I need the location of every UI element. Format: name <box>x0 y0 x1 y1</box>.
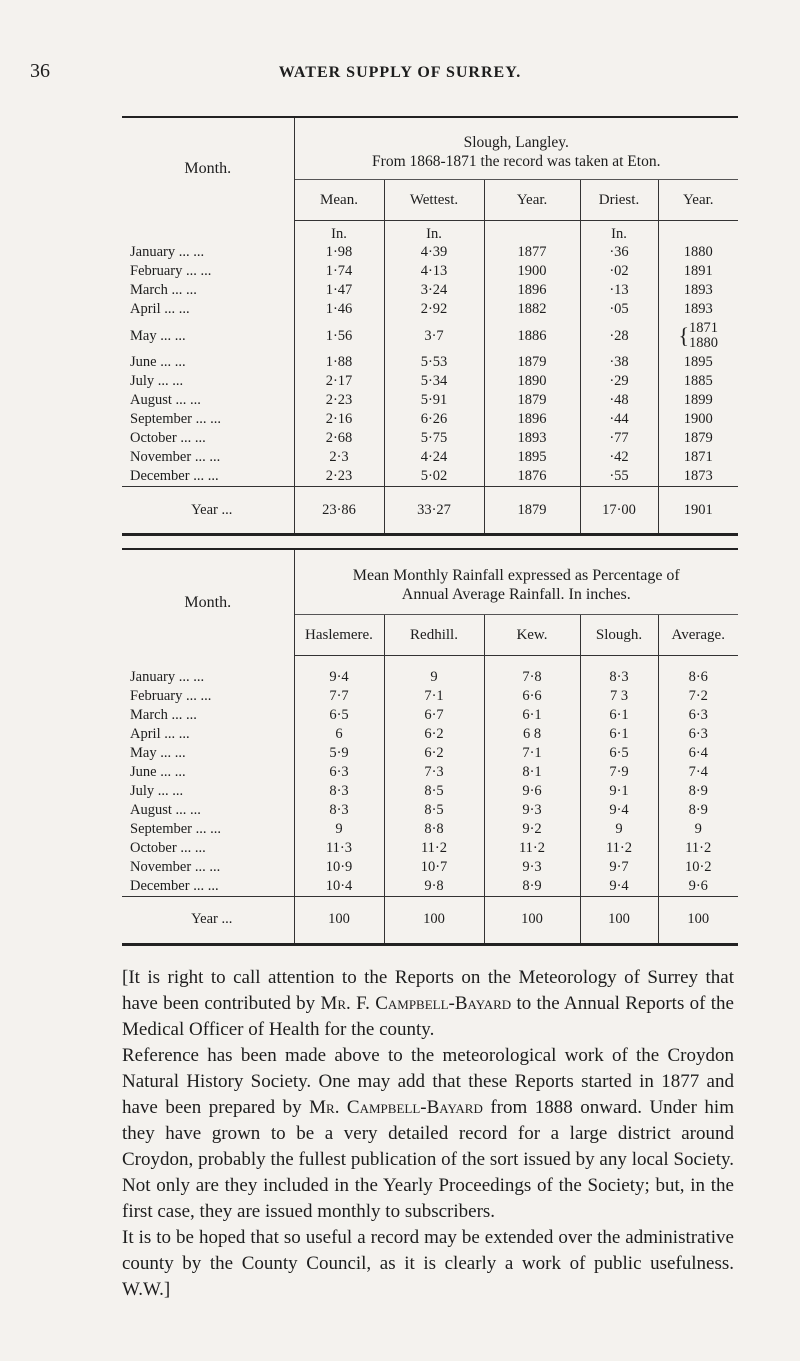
column-header-wet-year: Year. <box>484 180 580 221</box>
value-cell: 7·4 <box>658 763 738 782</box>
table-row <box>122 782 738 801</box>
table-row-year-total <box>122 487 738 535</box>
month-cell: April ... ... <box>130 725 190 742</box>
value-cell: 7·7 <box>294 687 384 706</box>
page-number: 36 <box>30 60 50 82</box>
value-cell: 9·2 <box>484 820 580 839</box>
table-slough-rainfall <box>122 116 738 536</box>
wettest-cell: 3·24 <box>384 281 484 300</box>
wet-year-cell: 1900 <box>484 262 580 281</box>
month-cell: May ... ... <box>130 744 186 761</box>
month-cell: December ... ... <box>130 468 219 484</box>
value-cell: 9·6 <box>484 782 580 801</box>
value-cell: 8·9 <box>658 801 738 820</box>
value-cell: 6 8 <box>484 725 580 744</box>
value-cell: 7·2 <box>658 687 738 706</box>
value-cell: 7 3 <box>580 687 658 706</box>
value-cell: 6·1 <box>580 706 658 725</box>
wet-year-cell: 1876 <box>484 467 580 487</box>
table-row <box>122 448 738 467</box>
wettest-cell: 4·13 <box>384 262 484 281</box>
month-cell: October ... ... <box>130 430 206 446</box>
month-cell: January ... ... <box>130 244 205 260</box>
table-row <box>122 319 738 353</box>
value-cell: 8·5 <box>384 782 484 801</box>
driest-cell: ·05 <box>580 300 658 319</box>
mean-cell: 2·23 <box>294 467 384 487</box>
dry-year-cell: {1871 1880 <box>658 319 738 353</box>
dry-year-cell: 1899 <box>658 391 738 410</box>
wettest-cell: 5·53 <box>384 353 484 372</box>
wet-year-cell: 1890 <box>484 372 580 391</box>
value-cell: 8·1 <box>484 763 580 782</box>
driest-cell: ·55 <box>580 467 658 487</box>
value-cell: 6·3 <box>294 763 384 782</box>
column-header-haslemere: Haslemere. <box>294 615 384 656</box>
wettest-cell: 3·7 <box>384 319 484 353</box>
dry-year-cell: 1901 <box>658 487 738 535</box>
month-cell: June ... ... <box>130 763 186 780</box>
column-header-driest: Driest. <box>580 180 658 221</box>
value-cell: 6 <box>294 725 384 744</box>
value-cell: 8·9 <box>658 782 738 801</box>
value-cell: 9·4 <box>580 801 658 820</box>
month-cell: August ... ... <box>130 392 201 408</box>
table-row <box>122 668 738 687</box>
unit-label: In. <box>384 221 484 244</box>
month-cell: March ... ... <box>130 282 197 298</box>
table-row-year-total <box>122 896 738 944</box>
table-row <box>122 687 738 706</box>
column-header-dry-year: Year. <box>658 180 738 221</box>
value-cell: 7·8 <box>484 668 580 687</box>
wet-year-cell: 1893 <box>484 429 580 448</box>
driest-cell: ·36 <box>580 243 658 262</box>
driest-cell: 17·00 <box>580 487 658 535</box>
month-cell: April ... ... <box>130 301 190 317</box>
month-cell: September ... ... <box>130 411 222 427</box>
note-paragraph: It is to be hoped that so useful a record may be extended over the administrative county by the County Council, as it is clearly a work of public usefulness. W.W.] <box>122 1227 734 1300</box>
value-cell: 100 <box>294 896 384 944</box>
value-cell: 9 <box>294 820 384 839</box>
month-cell: March ... ... <box>130 706 197 723</box>
table-row <box>122 725 738 744</box>
mean-cell: 1·56 <box>294 319 384 353</box>
mean-cell: 2·3 <box>294 448 384 467</box>
value-cell: 10·4 <box>294 877 384 897</box>
wet-year-cell: 1879 <box>484 487 580 535</box>
value-cell: 10·7 <box>384 858 484 877</box>
value-cell: 6·1 <box>484 706 580 725</box>
driest-cell: ·44 <box>580 410 658 429</box>
value-cell: 6·3 <box>658 706 738 725</box>
value-cell: 6·2 <box>384 744 484 763</box>
value-cell: 5·9 <box>294 744 384 763</box>
month-cell: January ... ... <box>130 668 205 685</box>
value-cell: 11·2 <box>484 839 580 858</box>
column-header-slough: Slough. <box>580 615 658 656</box>
value-cell: 6·5 <box>580 744 658 763</box>
mean-cell: 1·74 <box>294 262 384 281</box>
column-header-redhill: Redhill. <box>384 615 484 656</box>
unit-label: In. <box>580 221 658 244</box>
driest-cell: ·29 <box>580 372 658 391</box>
dry-year-cell: 1891 <box>658 262 738 281</box>
driest-cell: ·77 <box>580 429 658 448</box>
value-cell: 8·5 <box>384 801 484 820</box>
value-cell: 6·2 <box>384 725 484 744</box>
dry-year-cell: 1895 <box>658 353 738 372</box>
value-cell: 7·3 <box>384 763 484 782</box>
value-cell: 100 <box>580 896 658 944</box>
value-cell: 6·6 <box>484 687 580 706</box>
mean-cell: 1·88 <box>294 353 384 372</box>
editorial-note <box>122 965 734 1303</box>
wet-year-cell: 1896 <box>484 410 580 429</box>
mean-cell: 2·68 <box>294 429 384 448</box>
table-row <box>122 763 738 782</box>
group-title-line-2: From 1868-1871 the record was taken at Eton. <box>372 152 661 170</box>
value-cell: 10·9 <box>294 858 384 877</box>
mean-cell: 2·17 <box>294 372 384 391</box>
mean-cell: 23·86 <box>294 487 384 535</box>
table-group-header <box>294 117 738 180</box>
wettest-cell: 4·24 <box>384 448 484 467</box>
unit-label: In. <box>294 221 384 244</box>
note-text: Reference has been made above to the meteorological work of the Croydon Natural History Society. One may add that these Reports started in 1877 and have been prepared by <box>122 1045 734 1118</box>
value-cell: 8·3 <box>294 801 384 820</box>
value-cell: 11·2 <box>658 839 738 858</box>
value-cell: 7·9 <box>580 763 658 782</box>
table-row <box>122 429 738 448</box>
driest-cell: ·28 <box>580 319 658 353</box>
month-cell: December ... ... <box>130 877 219 894</box>
wettest-cell: 5·34 <box>384 372 484 391</box>
note-text: from 1888 onward. Under him they have grown to be a very detailed record for a large district around Croydon, probably the fullest publication of the sort issued by any local Society. Not only are they included in the Yearly Proceedings of the Society; but, in the first case, they are issued monthly to subscribers. <box>122 1097 734 1222</box>
value-cell: 6·4 <box>658 744 738 763</box>
wet-year-cell: 1877 <box>484 243 580 262</box>
wettest-cell: 2·92 <box>384 300 484 319</box>
wettest-cell: 5·02 <box>384 467 484 487</box>
mean-cell: 1·47 <box>294 281 384 300</box>
dry-year-value: 1880 <box>689 335 719 351</box>
value-cell: 8·3 <box>294 782 384 801</box>
wettest-cell: 4·39 <box>384 243 484 262</box>
month-cell: August ... ... <box>130 801 201 818</box>
value-cell: 8·8 <box>384 820 484 839</box>
group-title-line-2: Annual Average Rainfall. In inches. <box>401 586 631 603</box>
month-cell: February ... ... <box>130 687 212 704</box>
wettest-cell: 5·91 <box>384 391 484 410</box>
table-row <box>122 820 738 839</box>
wettest-cell: 5·75 <box>384 429 484 448</box>
author-name: Mr. F. Campbell-Bayard <box>320 993 512 1014</box>
value-cell: 10·2 <box>658 858 738 877</box>
driest-cell: ·38 <box>580 353 658 372</box>
dry-year-cell: 1893 <box>658 300 738 319</box>
wettest-cell: 33·27 <box>384 487 484 535</box>
group-title-line-1: Slough, Langley. <box>463 133 569 151</box>
month-cell: November ... ... <box>130 449 221 465</box>
month-cell: July ... ... <box>130 373 184 389</box>
table-row <box>122 243 738 262</box>
mean-cell: 1·98 <box>294 243 384 262</box>
month-cell: May ... ... <box>130 327 186 344</box>
mean-cell: 1·46 <box>294 300 384 319</box>
note-paragraph <box>122 965 734 1043</box>
driest-cell: ·48 <box>580 391 658 410</box>
value-cell: 9 <box>658 820 738 839</box>
value-cell: 6·7 <box>384 706 484 725</box>
table-percentage-rainfall <box>122 548 738 946</box>
dry-year-cell: 1900 <box>658 410 738 429</box>
column-header-wettest: Wettest. <box>384 180 484 221</box>
dry-year-cell: 1871 <box>658 448 738 467</box>
month-cell: July ... ... <box>130 782 184 799</box>
month-cell: Year ... <box>122 896 294 944</box>
wettest-cell: 6·26 <box>384 410 484 429</box>
wet-year-cell: 1879 <box>484 391 580 410</box>
dry-year-cell: 1879 <box>658 429 738 448</box>
wet-year-cell: 1882 <box>484 300 580 319</box>
value-cell: 9·6 <box>658 877 738 897</box>
driest-cell: ·02 <box>580 262 658 281</box>
value-cell: 8·6 <box>658 668 738 687</box>
table-row <box>122 839 738 858</box>
value-cell: 11·2 <box>384 839 484 858</box>
value-cell: 9 <box>384 668 484 687</box>
month-header: Month. <box>184 160 232 178</box>
month-cell: Year ... <box>122 487 294 535</box>
dry-year-cell: 1880 <box>658 243 738 262</box>
value-cell: 9·7 <box>580 858 658 877</box>
value-cell: 11·3 <box>294 839 384 858</box>
month-cell: October ... ... <box>130 839 206 856</box>
value-cell: 11·2 <box>580 839 658 858</box>
value-cell: 9·3 <box>484 858 580 877</box>
dry-year-value: 1871 <box>689 320 719 336</box>
table-row <box>122 801 738 820</box>
mean-cell: 2·16 <box>294 410 384 429</box>
value-cell: 7·1 <box>484 744 580 763</box>
value-cell: 9·1 <box>580 782 658 801</box>
month-cell: November ... ... <box>130 858 221 875</box>
column-header-mean: Mean. <box>294 180 384 221</box>
value-cell: 9·4 <box>294 668 384 687</box>
driest-cell: ·42 <box>580 448 658 467</box>
value-cell: 9·8 <box>384 877 484 897</box>
wet-year-cell: 1895 <box>484 448 580 467</box>
author-name: Mr. Campbell-Bayard <box>309 1097 483 1118</box>
table-row <box>122 372 738 391</box>
value-cell: 8·9 <box>484 877 580 897</box>
group-title-line-1: Mean Monthly Rainfall expressed as Percentage of <box>352 567 680 584</box>
value-cell: 100 <box>484 896 580 944</box>
table-row <box>122 877 738 897</box>
value-cell: 8·3 <box>580 668 658 687</box>
table-row <box>122 262 738 281</box>
column-header-kew: Kew. <box>484 615 580 656</box>
dry-year-cell: 1885 <box>658 372 738 391</box>
table-row <box>122 706 738 725</box>
note-text: [It is right to call attention to the Reports on the Meteorology of Surrey that have been contributed by <box>122 967 734 1014</box>
value-cell: 9·3 <box>484 801 580 820</box>
wet-year-cell: 1886 <box>484 319 580 353</box>
dry-year-cell: 1893 <box>658 281 738 300</box>
value-cell: 6·3 <box>658 725 738 744</box>
running-head: WATER SUPPLY OF SURREY. <box>278 64 522 81</box>
table-group-header <box>294 549 738 615</box>
table-row <box>122 391 738 410</box>
table-row <box>122 744 738 763</box>
value-cell: 9·4 <box>580 877 658 897</box>
mean-cell: 2·23 <box>294 391 384 410</box>
value-cell: 9 <box>580 820 658 839</box>
month-cell: June ... ... <box>130 354 186 370</box>
wet-year-cell: 1879 <box>484 353 580 372</box>
table-row <box>122 858 738 877</box>
wet-year-cell: 1896 <box>484 281 580 300</box>
table-row <box>122 467 738 487</box>
note-paragraph <box>122 1043 734 1225</box>
value-cell: 6·1 <box>580 725 658 744</box>
table-row <box>122 281 738 300</box>
value-cell: 6·5 <box>294 706 384 725</box>
month-header: Month. <box>184 593 232 611</box>
dry-year-cell: 1873 <box>658 467 738 487</box>
table-row <box>122 300 738 319</box>
month-cell: February ... ... <box>130 263 212 279</box>
value-cell: 100 <box>658 896 738 944</box>
note-text: to the Annual Reports of the Medical Officer of Health for the county. <box>122 993 734 1040</box>
month-cell: September ... ... <box>130 820 222 837</box>
table-row <box>122 410 738 429</box>
value-cell: 7·1 <box>384 687 484 706</box>
column-header-average: Average. <box>658 615 738 656</box>
table-row <box>122 353 738 372</box>
value-cell: 100 <box>384 896 484 944</box>
driest-cell: ·13 <box>580 281 658 300</box>
